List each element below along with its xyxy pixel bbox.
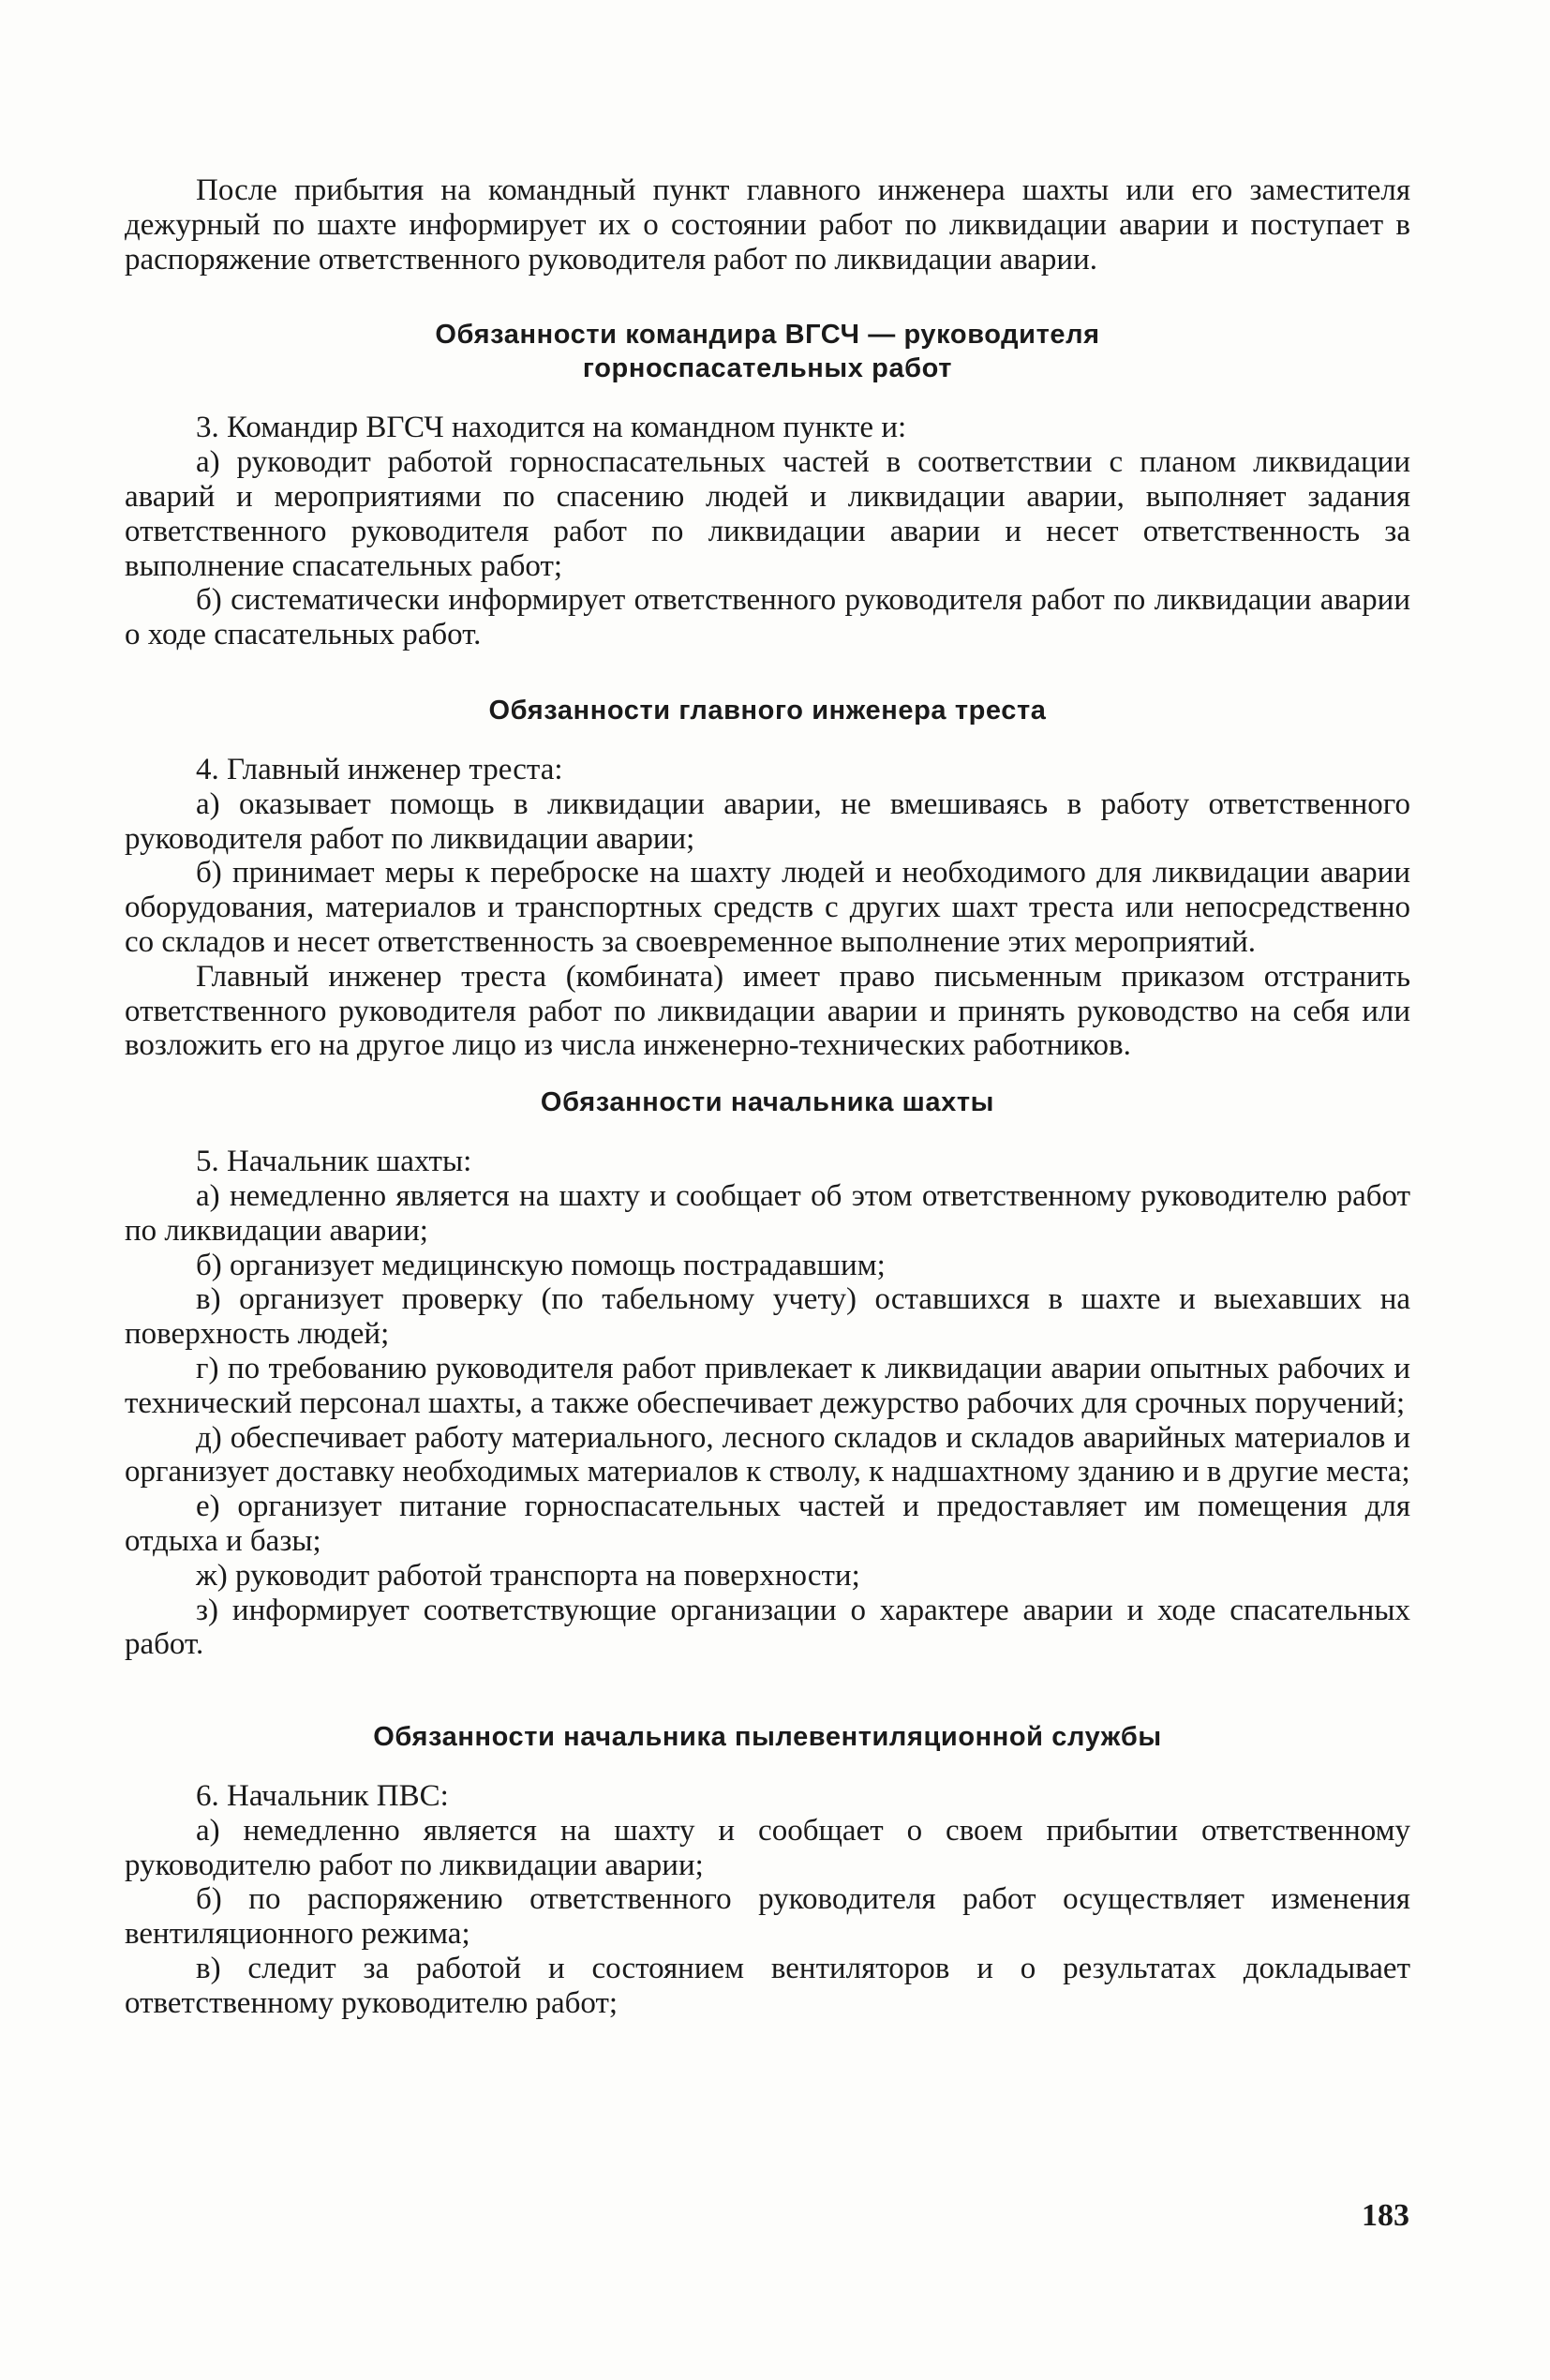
item-6-v: в) следит за работой и состоянием вентиляторов и о результатах докладывает ответственному руководителю работ; xyxy=(125,1952,1410,2020)
item-6: 6. Начальник ПВС: xyxy=(196,1779,449,1814)
item-5-zh: ж) руководит работой транспорта на поверхности; xyxy=(196,1558,860,1593)
page-number: 183 xyxy=(1362,2198,1409,2233)
heading-mine: Обязанности начальника шахты xyxy=(540,1087,995,1118)
item-5-b: б) организует медицинскую помощь пострадавшим; xyxy=(196,1248,886,1282)
item-5-a: а) немедленно является на шахту и сообщает об этом ответственному руководителю работ по ликвидации аварии; xyxy=(125,1178,1410,1248)
item-4-b: б) принимает меры к переброске на шахту людей и необходимого для ликвидации аварии оборудования, материалов и транспортных средств с других шахт треста или непосредственно со складов и несет ответственность за своевременное выполнение этих мероприятий. xyxy=(125,856,1410,959)
heading-vgsch-line1: Обязанности командира ВГСЧ — руководителя xyxy=(435,320,1100,351)
item-5-d: д) обеспечивает работу материального, лесного складов и складов аварийных материалов и организует доставку необходимых материалов к стволу, к надшахтному зданию и в другие места; xyxy=(125,1420,1410,1489)
item-5: 5. Начальник шахты: xyxy=(196,1145,472,1179)
item-5-z: з) информирует соответствующие организации о характере аварии и ходе спасательных работ. xyxy=(125,1593,1410,1662)
item-3-a: а) руководит работой горноспасательных частей в соответствии с планом ликвидации аварий и мероприятиями по спасению людей и ликвидации аварии, выполняет задания ответственного руководителя работ по ликвидации аварии и несет ответственность за выполнение спасательных работ; xyxy=(125,445,1410,583)
item-6-a: а) немедленно является на шахту и сообщает о своем прибытии ответственному руководителю работ по ликвидации аварии; xyxy=(125,1813,1410,1882)
item-3: 3. Командир ВГСЧ находится на командном пункте и: xyxy=(196,411,907,445)
item-4-note: Главный инженер треста (комбината) имеет право письменным приказом отстранить ответственного руководителя работ по ликвидации аварии и принять руководство на себя или возложить его на другое лицо из числа инженерно-технических работников. xyxy=(125,959,1410,1063)
intro-paragraph: После прибытия на командный пункт главного инженера шахты или его заместителя дежурный по шахте информирует их о состоянии работ по ликвидации аварии и поступает в распоряжение ответственного руководителя работ по ликвидации аварии. xyxy=(125,173,1410,277)
item-5-g: г) по требованию руководителя работ привлекает к ликвидации аварии опытных рабочих и технический персонал шахты, а также обеспечивает дежурство рабочих для срочных поручений; xyxy=(125,1351,1410,1420)
item-6-b: б) по распоряжению ответственного руководителя работ осуществляет изменения вентиляционного режима; xyxy=(125,1882,1410,1952)
heading-vgsch-line2: горноспасательных работ xyxy=(582,353,953,384)
heading-trust: Обязанности главного инженера треста xyxy=(488,695,1047,726)
item-5-e: е) организует питание горноспасательных частей и предоставляет им помещения для отдыха и базы; xyxy=(125,1489,1410,1558)
item-3-b: б) систематически информирует ответственного руководителя работ по ликвидации аварии о ходе спасательных работ. xyxy=(125,583,1410,652)
item-4-a: а) оказывает помощь в ликвидации аварии, не вмешиваясь в работу ответственного руководителя работ по ликвидации аварии; xyxy=(125,786,1410,856)
document-page xyxy=(125,173,1410,2021)
item-4: 4. Главный инженер треста: xyxy=(196,752,563,786)
item-5-v: в) организует проверку (по табельному учету) оставшихся в шахте и выехавших на поверхность людей; xyxy=(125,1282,1410,1352)
heading-pvs: Обязанности начальника пылевентиляционной службы xyxy=(373,1722,1162,1753)
